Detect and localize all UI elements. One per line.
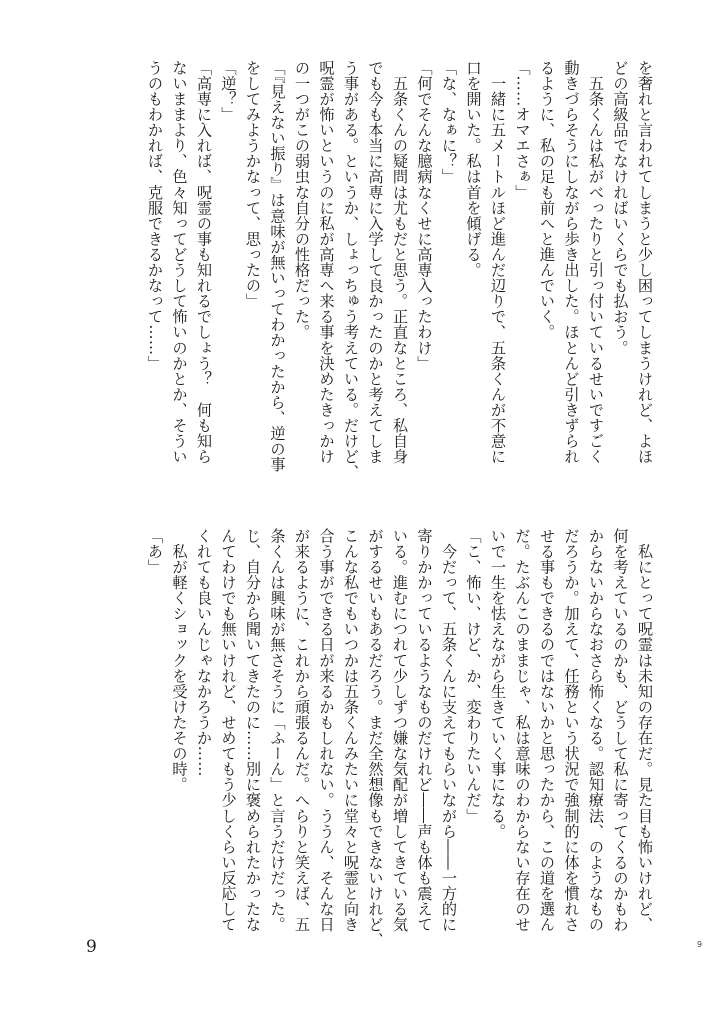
text-line: からないからなおさら怖くなる。認知療法、のようなもの	[587, 528, 605, 933]
text-line: くれても良いんじゃなかろうか……	[195, 528, 213, 777]
text-line: どの高級品でなければいくらでも払おう。	[611, 60, 630, 356]
text-line: 五条くんは私がべったりと引っ付いているせいですごく	[587, 60, 605, 465]
text-line: 動きづらそうにしながら歩き出した。ほとんど引きずられ	[562, 60, 581, 465]
text-line: 合う事ができる日が来るかもしれない。ううん、そんな日	[317, 528, 336, 933]
text-line: 私にとって呪霊は未知の存在だ。見た目も怖いけれど、	[636, 528, 654, 933]
text-line: 一緒に五メートルほど進んだ辺りで、五条くんが不意に	[489, 60, 507, 465]
text-line: をしてみようかなって、思ったの」	[244, 60, 262, 309]
text-line: 条くんは興味が無さそうに「ふーん」と言うだけだった。	[268, 528, 287, 933]
text-line: 「こ、怖い、けど、か、変わりたいんだ」	[464, 528, 483, 824]
text-line: 何を考えているのかも、どうして私に寄ってくるのかもわ	[611, 528, 630, 933]
text-line: 「な、なぁに？」	[440, 60, 458, 185]
text-line: せる事もできるのではないかと思ったから、この道を選ん	[538, 528, 556, 933]
text-line: んてわけでも無いけれど、せめてもう少しくらい反応して	[219, 528, 238, 933]
text-line: 「『見えない振り』は意味が無いってわかったから、逆の事	[268, 60, 287, 473]
text-line: でも今も本当に高専に入学して良かったのかと考えてしま	[366, 60, 385, 465]
text-line: 「あ」	[146, 528, 164, 575]
text-line: 五条くんの疑問は尤もだと思う。正直なところ、私自身	[391, 60, 409, 465]
text-line: 「逆？」	[219, 60, 238, 123]
text-line: だろうか。加えて、任務という状況で強制的に体を慣れさ	[562, 528, 581, 933]
text-line: 今だって、五条くんに支えてもらいながら――一方的に	[440, 528, 458, 933]
text-line: 呪霊が怖いというのに私が高専へ来る事を決めたきっかけ	[317, 60, 336, 465]
text-line: 「高専に入れば、呪霊の事も知れるでしょう？ 何も知ら	[195, 60, 213, 465]
text-line: こんな私でもいつかは五条くんみたいに堂々と呪霊と向き	[342, 528, 360, 933]
lower-text-block	[132, 528, 657, 972]
text-line: いで一生を怯えながら生きていく事になる。	[489, 528, 507, 839]
text-line: う事がある。というか、しょっちゅう考えている。だけど、	[342, 60, 360, 480]
page-number-margin: 9	[697, 940, 703, 949]
text-line: 「何でそんな臆病なくせに高専入ったわけ」	[415, 60, 434, 371]
text-line: ないままより、色々知ってどうして怖いのかとか、そうい	[170, 60, 189, 465]
text-line: だ。たぶんこのままじゃ、私は意味のわからない存在のせ	[513, 528, 532, 933]
text-line: 寄りかかっているようなものだけれど――声も体も震えて	[415, 528, 434, 933]
text-line: の一つがこの弱虫な自分の性格だった。	[293, 60, 311, 340]
text-line: じ、自分から聞いてきたのに……別に褒められたかったな	[244, 528, 262, 933]
text-line: がするせいもあるだろう。まだ全然想像もできないけれど、	[366, 528, 385, 948]
text-line: 口を開いた。私は首を傾げる。	[464, 60, 483, 278]
page-number: 9	[86, 937, 97, 957]
text-line: うのもわかれば、克服できるかなって……」	[146, 60, 164, 371]
text-line: が来るように、これから頑張るんだ。へらりと笑えば、五	[293, 528, 311, 933]
text-line: 私が軽くショックを受けたその時。	[170, 528, 189, 793]
text-line: るように、私の足も前へと進んでいく。	[538, 60, 556, 340]
text-line: 「……オマエさぁ」	[513, 60, 532, 200]
upper-text-block	[132, 60, 657, 504]
text-line: いる。進むにつれて少しずつ嫌な気配が増してきている気	[391, 528, 409, 933]
text-line: を奢れと言われてしまうと少し困ってしまうけれど、よほ	[636, 60, 654, 465]
